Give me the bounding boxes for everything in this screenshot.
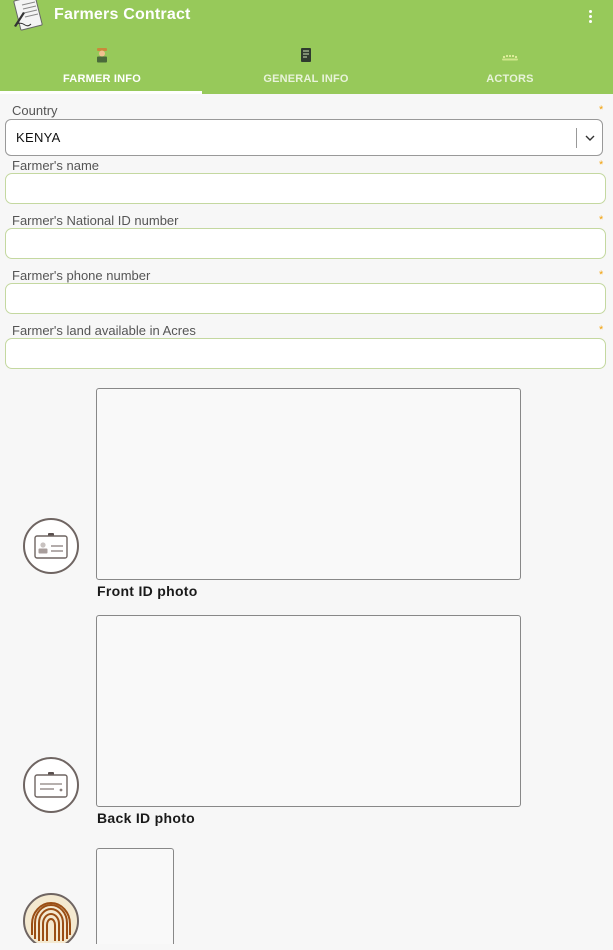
fingerprint-icon (23, 893, 79, 943)
contract-document-icon (10, 0, 44, 32)
required-marker: * (599, 269, 604, 281)
app-title: Farmers Contract (54, 6, 191, 23)
document-icon (298, 47, 314, 63)
tab-label: GENERAL INFO (263, 73, 349, 85)
required-marker: * (599, 159, 604, 171)
farmer-name-label: Farmer's name (12, 158, 100, 173)
national-id-field[interactable] (5, 228, 606, 259)
back-id-caption: Back ID photo (97, 810, 196, 826)
front-id-photo-frame[interactable] (96, 388, 521, 580)
phone-field[interactable] (5, 283, 606, 314)
required-marker: * (599, 214, 604, 226)
chevron-down-icon (584, 132, 596, 144)
farmer-icon (94, 47, 110, 63)
select-divider (576, 128, 577, 148)
id-card-front-icon (23, 518, 79, 574)
people-group-icon (502, 47, 518, 63)
app-bar (0, 0, 613, 94)
country-value: KENYA (16, 130, 61, 145)
farmer-name-field[interactable] (5, 173, 606, 204)
tab-actors[interactable] (408, 44, 612, 94)
phone-label: Farmer's phone number (12, 268, 151, 283)
active-tab-indicator (0, 91, 202, 94)
land-label: Farmer's land available in Acres (12, 323, 196, 338)
country-label: Country (12, 103, 58, 118)
id-card-back-icon (23, 757, 79, 813)
fingerprint-photo-frame[interactable] (96, 848, 174, 944)
back-id-photo-frame[interactable] (96, 615, 521, 807)
national-id-label: Farmer's National ID number (12, 213, 179, 228)
front-id-caption: Front ID photo (97, 583, 198, 599)
country-select[interactable] (5, 119, 603, 156)
required-marker: * (599, 324, 604, 336)
required-marker: * (599, 104, 604, 116)
more-vert-icon[interactable] (580, 6, 600, 26)
tab-farmer-info[interactable] (0, 44, 204, 94)
tab-label: FARMER INFO (63, 73, 141, 85)
tab-general-info[interactable] (204, 44, 408, 94)
tab-label: ACTORS (486, 73, 534, 85)
land-field[interactable] (5, 338, 606, 369)
